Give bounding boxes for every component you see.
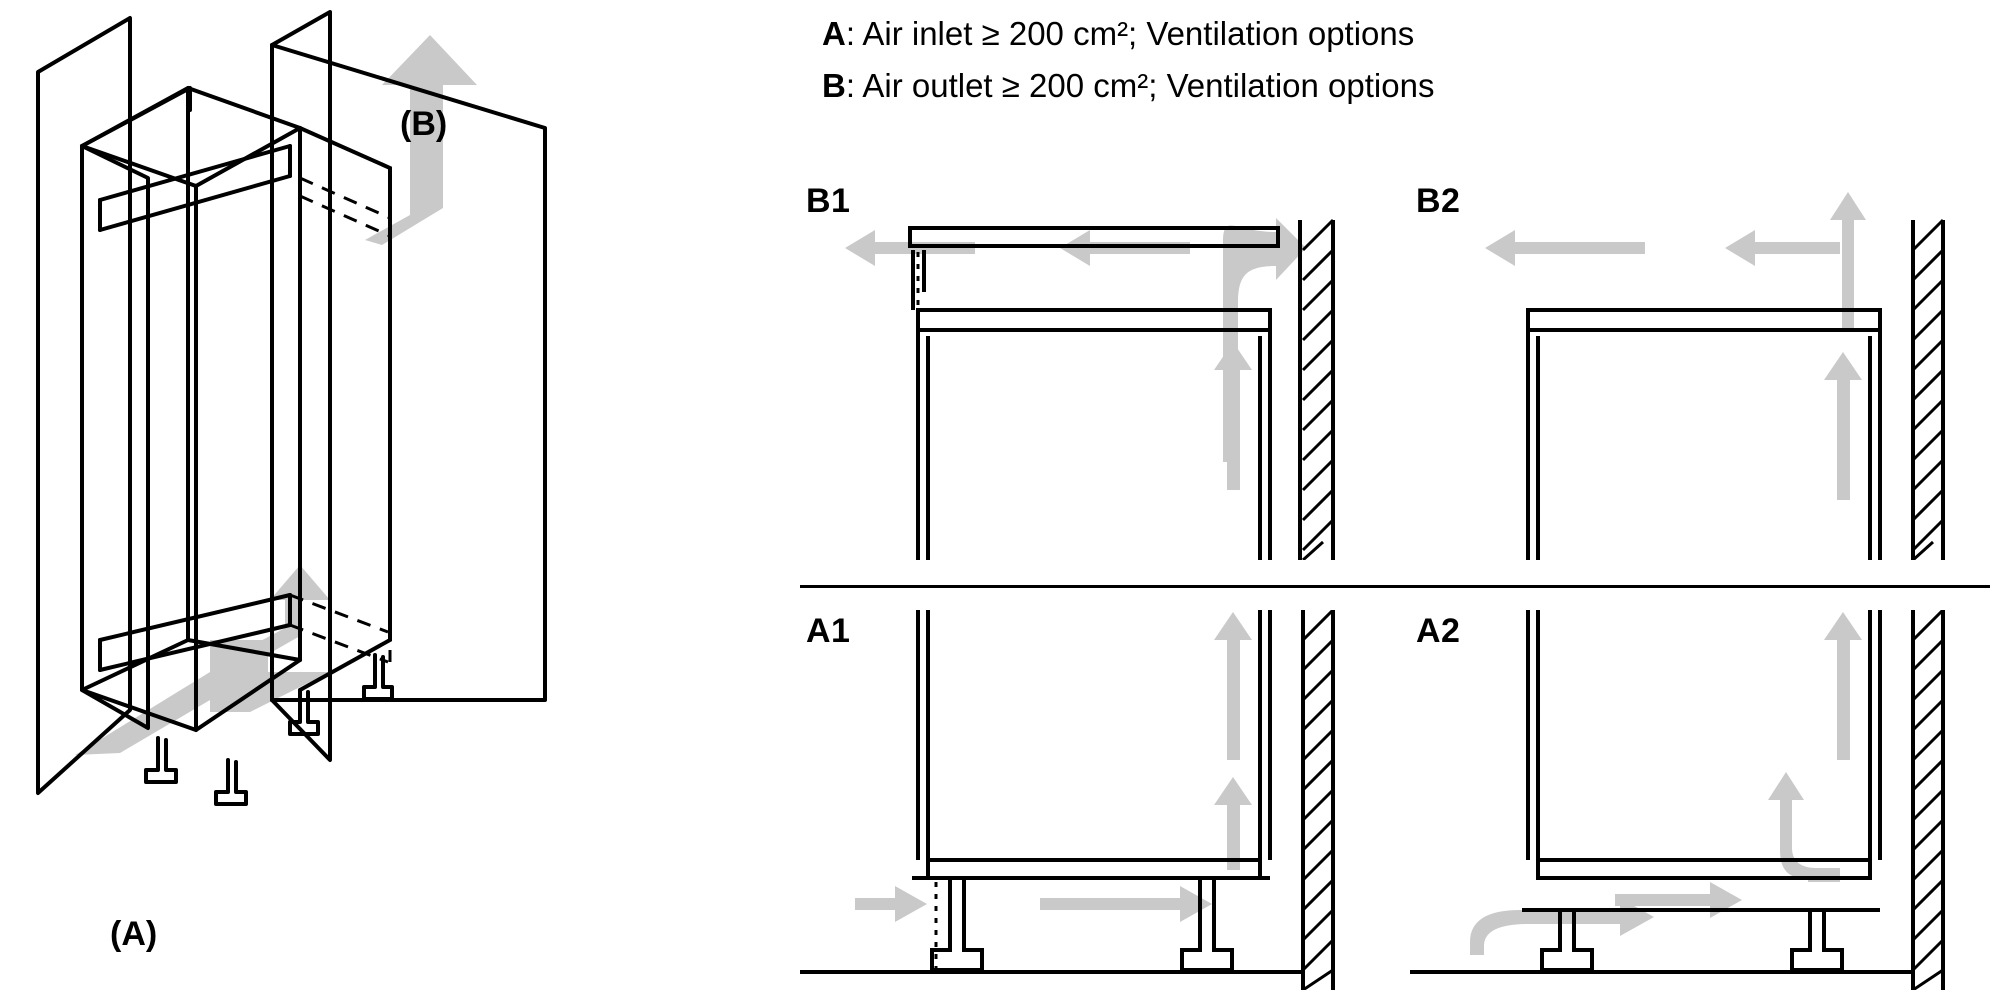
panel-b2	[1410, 180, 2000, 560]
panel-a1	[800, 610, 1390, 990]
panel-divider	[800, 585, 1990, 588]
panel-a1-wall-hatching	[1303, 610, 1333, 990]
ventilation-options-panels	[800, 180, 2000, 1000]
legend	[822, 8, 1822, 112]
legend-key-b: B	[822, 67, 846, 104]
airflow-arrows-a1	[855, 612, 1252, 922]
panel-b2-label: B2	[1416, 182, 1461, 220]
panel-a1-label: A1	[806, 612, 851, 650]
panel-a2-label: A2	[1416, 612, 1461, 650]
iso-callout-b: (B)	[400, 105, 448, 143]
airflow-arrows-b2	[1485, 192, 1866, 500]
panel-b1	[800, 180, 1390, 560]
panel-a2	[1410, 610, 2000, 990]
legend-key-a: A	[822, 15, 846, 52]
panel-a2-wall-hatching	[1913, 610, 1943, 990]
panel-b1-wall-hatching	[1300, 220, 1345, 560]
panel-b2-wall-hatching	[1913, 220, 1943, 560]
panel-b1-label: B1	[806, 182, 851, 220]
iso-callout-a: (A)	[110, 915, 158, 953]
legend-text-b: : Air outlet ≥ 200 cm²; Ventilation options	[845, 67, 1435, 104]
legend-text-a: : Air inlet ≥ 200 cm²; Ventilation options	[845, 15, 1415, 52]
panel-b2-linework	[1528, 310, 1880, 560]
legend-line-a	[822, 8, 1822, 60]
isometric-cabinet-diagram	[0, 0, 760, 1000]
legend-line-b	[822, 60, 1822, 112]
